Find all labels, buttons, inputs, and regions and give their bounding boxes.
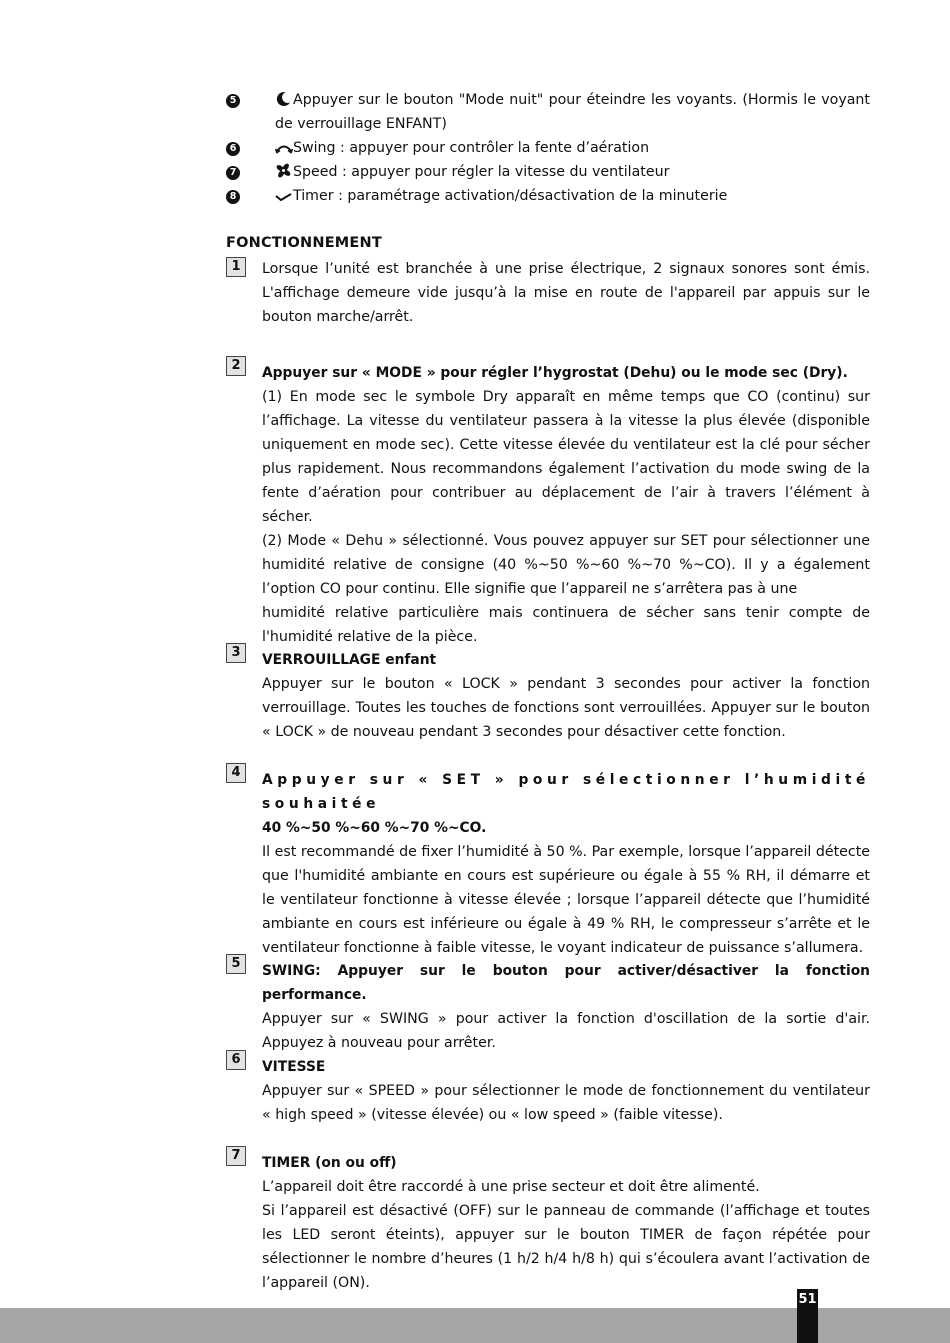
moon-icon: [275, 88, 293, 112]
step-paragraph: Appuyer sur « SWING » pour activer la fonction d'oscillation de la sortie d'air. Appuyez à nouveau pour arrêter.: [262, 1011, 870, 1051]
step-paragraph: humidité relative particulière mais continuera de sécher sans tenir compte de l'humidité relative de la pièce.: [262, 605, 870, 645]
bullet-night-mode: [226, 88, 870, 136]
timer-check-icon: [275, 184, 293, 208]
step-6: [226, 1052, 870, 1127]
bullet-number: 6: [226, 142, 240, 156]
step-subheading: 40 %~50 %~60 %~70 %~CO.: [262, 820, 487, 836]
control-bullet-list: [226, 88, 870, 208]
bullet-text: Appuyer sur le bouton "Mode nuit" pour éteindre les voyants. (Hormis le voyant de verrouillage ENFANT): [275, 92, 870, 132]
bullet-speed: [226, 160, 870, 184]
bullet-text: Swing : appuyer pour contrôler la fente d’aération: [293, 140, 650, 156]
step-heading: VITESSE: [262, 1059, 326, 1075]
bullet-timer: [226, 184, 870, 208]
bullet-number: 7: [226, 166, 240, 180]
step-paragraph: Appuyer sur « SPEED » pour sélectionner le mode de fonctionnement du ventilateur « high speed » (vitesse élevée) ou « low speed » (faible vitesse).: [262, 1083, 870, 1123]
step-paragraph: (1) En mode sec le symbole Dry apparaît en même temps que CO (continu) sur l’affichage. La vitesse du ventilateur passera à la vitesse la plus élevée (disponible uniquement en mode sec). Cette vitesse élevée du ventilateur est la clé pour sécher plus rapidement. Nous recommandons également l’activation du mode swing de la fente d’aération pour contribuer au déplacement de l’air à travers l’élément à sécher.: [262, 389, 870, 525]
step-5: [226, 956, 870, 1055]
section-title: FONCTIONNEMENT: [226, 235, 382, 251]
step-number-box: 3: [226, 643, 246, 663]
step-2: [226, 358, 870, 649]
step-number-box: 2: [226, 356, 246, 376]
bullet-text: Timer : paramétrage activation/désactivation de la minuterie: [293, 188, 728, 204]
bullet-number: 8: [226, 190, 240, 204]
step-heading: TIMER (on ou off): [262, 1155, 397, 1171]
swing-icon: [275, 136, 293, 160]
step-paragraph: L’appareil doit être raccordé à une prise secteur et doit être alimenté.: [262, 1179, 760, 1195]
step-number-box: 7: [226, 1146, 246, 1166]
bullet-text: Speed : appuyer pour régler la vitesse du ventilateur: [293, 164, 670, 180]
step-heading: Appuyer sur « SET » pour sélectionner l’humidité souhaitée: [262, 772, 870, 812]
fan-icon: [275, 160, 293, 184]
step-1: [226, 257, 870, 329]
step-paragraph: Appuyer sur le bouton « LOCK » pendant 3 secondes pour activer la fonction verrouillage. Toutes les touches de fonctions sont verrouillées. Appuyer sur le bouton « LOCK » de nouveau pendant 3 secondes pour désactiver cette fonction.: [262, 676, 870, 740]
step-number-box: 5: [226, 954, 246, 974]
step-number-box: 1: [226, 257, 246, 277]
step-paragraph: Il est recommandé de fixer l’humidité à 50 %. Par exemple, lorsque l’appareil détecte que l'humidité ambiante en cours est supérieure ou égale à 55 % RH, il démarre et le ventilateur fonctionne à vitesse élevée ; lorsque l’appareil détecte que l’humidité ambiante en cours est inférieure ou égale à 49 % RH, le compresseur s’arrête et le ventilateur fonctionne à faible vitesse, le voyant indicateur de puissance s’allumera.: [262, 844, 870, 956]
bullet-swing: [226, 136, 870, 160]
step-number-box: 6: [226, 1050, 246, 1070]
page-number: 51: [797, 1289, 818, 1343]
step-3: [226, 645, 870, 744]
step-heading: Appuyer sur « MODE » pour régler l’hygrostat (Dehu) ou le mode sec (Dry).: [262, 365, 848, 381]
step-number-box: 4: [226, 763, 246, 783]
bullet-number: 5: [226, 94, 240, 108]
step-paragraph: Lorsque l’unité est branchée à une prise électrique, 2 signaux sonores sont émis. L'affichage demeure vide jusqu’à la mise en route de l'appareil par appuis sur le bouton marche/arrêt.: [262, 261, 870, 325]
step-heading: SWING: Appuyer sur le bouton pour activer/désactiver la fonction performance.: [262, 963, 870, 1003]
step-7: [226, 1148, 870, 1295]
step-heading: VERROUILLAGE enfant: [262, 652, 437, 668]
step-paragraph: Si l’appareil est désactivé (OFF) sur le panneau de commande (l’affichage et toutes les LED seront éteints), appuyer sur le bouton TIMER de façon répétée pour sélectionner le nombre d’heures (1 h/2 h/4 h/8 h) qui s’écoulera avant l’activation de l’appareil (ON).: [262, 1203, 870, 1291]
step-paragraph: (2) Mode « Dehu » sélectionné. Vous pouvez appuyer sur SET pour sélectionner une humidité relative de consigne (40 %~50 %~60 %~70 %~CO). Il y a également l’option CO pour continu. Elle signifie que l’appareil ne s’arrêtera pas à une: [262, 533, 870, 597]
step-4: [226, 765, 870, 960]
